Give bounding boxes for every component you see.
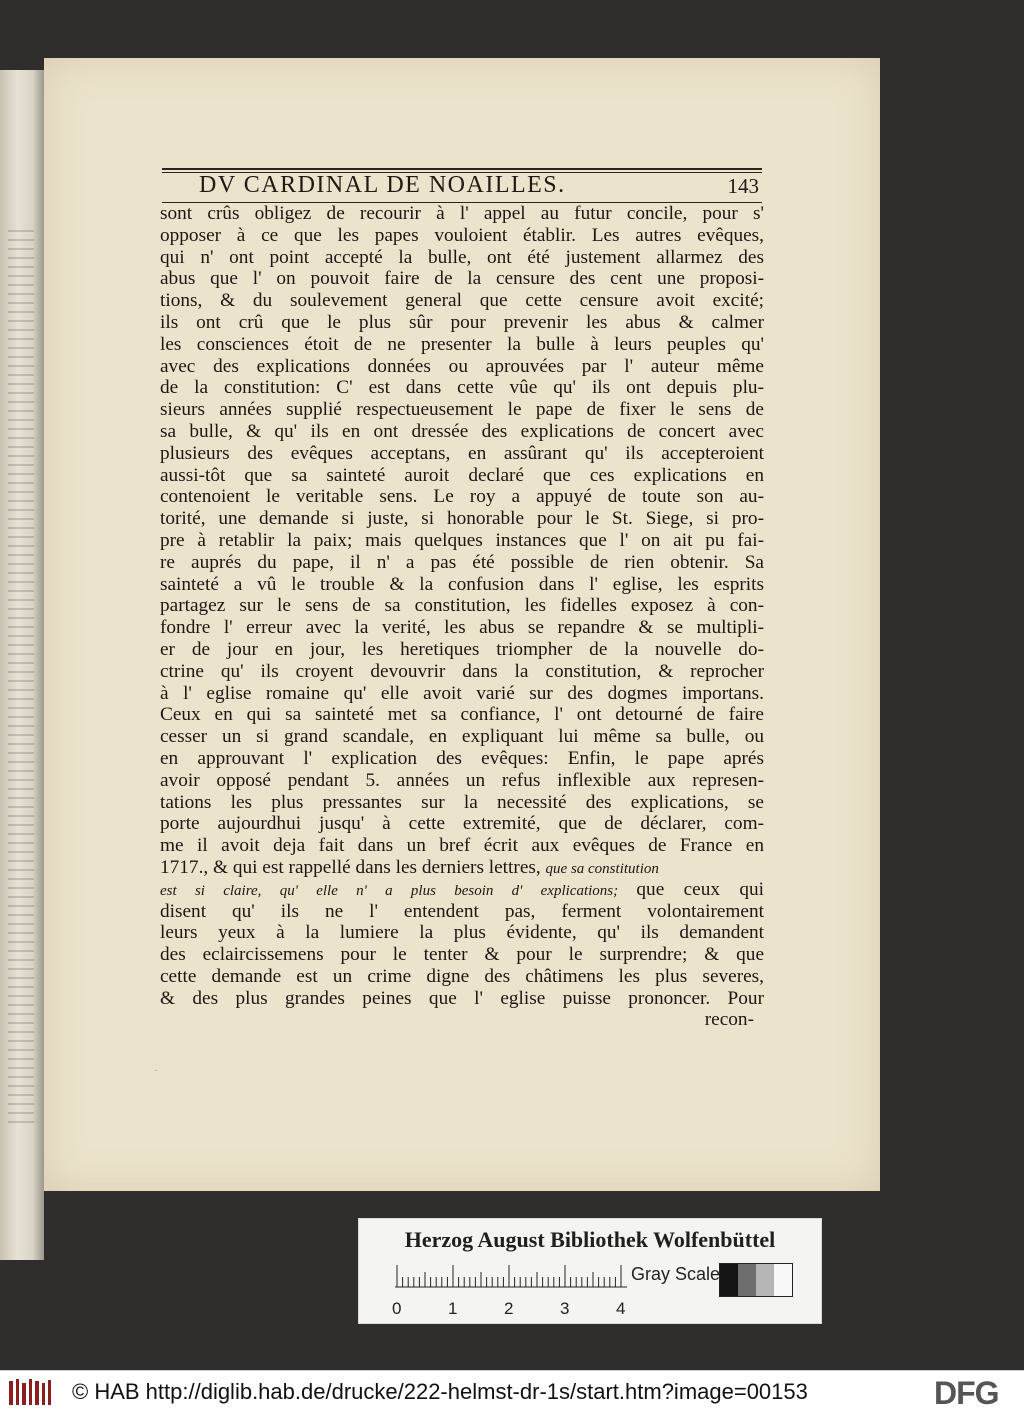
text-line: de la constitution: C' est dans cette vûe qu' ils ont depuis plu- [160, 377, 764, 399]
faint-signature-mark: · [154, 1065, 158, 1077]
text-line: porte aujourdhui jusqu' à cette extremité, que de déclarer, com- [160, 813, 764, 835]
text-line: opposer à ce que les papes vouloient établir. Les autres evêques, [160, 224, 764, 246]
text-line: sont crûs obligez de recourir à l' appel au futur concile, pour s' [160, 203, 764, 224]
text-line: à l' eglise romaine qu' elle avoit varié sur des dogmes importans. [160, 682, 764, 704]
text-line: cesser un si grand scandale, en expliquant lui même sa bulle, ou [160, 726, 764, 748]
text-line: en approuvant l' explication des evêques: Enfin, le pape aprés [160, 747, 764, 769]
gray-scale-label: Gray Scale [631, 1264, 721, 1284]
ruler-number: 4 [616, 1299, 626, 1318]
text-line: torité, une demande si juste, si honorable pour le St. Siege, si pro- [160, 508, 764, 530]
body-text [160, 203, 764, 1031]
text-line: contenoient le veritable sens. Le roy a appuyé de toute son au- [160, 486, 764, 508]
gray-scale-swatches [719, 1263, 793, 1297]
text-line [160, 857, 764, 879]
header-rule-top [162, 168, 762, 170]
ruler-number: 3 [560, 1299, 570, 1318]
text-line: sieurs années supplié respectueusement le pape de fixer le sens de [160, 399, 764, 421]
text-line: tations les plus pressantes sur la necessité des explications, se [160, 791, 764, 813]
text-line: leurs yeux à la lumiere la plus évidente, qu' ils demandent [160, 922, 764, 944]
ruler-scale [395, 1263, 627, 1297]
text-line: cette demande est un crime digne des châtimens les plus severes, [160, 965, 764, 987]
text-line: plusieurs des evêques acceptans, en assûrant qu' ils accepteroient [160, 442, 764, 464]
text-line: partagez sur le sens de sa constitution, les fidelles exposez à con- [160, 595, 764, 617]
book-page [44, 58, 880, 1191]
italic-quote: que sa constitution [545, 860, 659, 877]
gray-swatch [756, 1264, 774, 1296]
text-line: abus que l' on pouvoit faire de la censure des cent une proposi- [160, 268, 764, 290]
running-head-title: DV CARDINAL DE NOAILLES. [199, 172, 566, 198]
ruler-numbers [389, 1299, 639, 1321]
gray-swatch [738, 1264, 756, 1296]
text-line: er de jour en jour, les heretiques triompher de la nouvelle do- [160, 638, 764, 660]
text-line: tions, & du soulevement general que cette censure avoit excité; [160, 290, 764, 312]
text-line: pre à retablir la paix; mais quelques instances que l' on ait pu fai- [160, 529, 764, 551]
ruler-number: 0 [392, 1299, 402, 1318]
ruler-number: 2 [504, 1299, 514, 1318]
text-line: qui n' ont point accepté la bulle, ont été justement allarmez des [160, 246, 764, 268]
text-line: ctrine qu' ils croyent devouvrir dans la constitution, & reprocher [160, 660, 764, 682]
text-line: fondre l' erreur avec la verité, les abus se repandre & se multipli- [160, 617, 764, 639]
library-color-card [358, 1218, 822, 1324]
page-number: 143 [727, 174, 759, 198]
ruler-number: 1 [448, 1299, 458, 1318]
text-line: ils ont crû que le plus sûr pour prevenir les abus & calmer [160, 311, 764, 333]
catchword: recon- [704, 1009, 754, 1031]
text-line: me il avoit deja fait dans un bref écrit aux evêques de France en [160, 835, 764, 857]
text-segment: que ceux qui [636, 878, 764, 900]
text-line: sa bulle, & qu' ils en ont dressée des explications de concert avec [160, 420, 764, 442]
previous-page-text-strip [8, 230, 34, 1130]
text-line [160, 879, 764, 901]
text-line: disent qu' ils ne l' entendent pas, ferment volontairement [160, 900, 764, 922]
gray-swatch [720, 1264, 738, 1296]
text-segment: 1717., & qui est rappellé dans les derniers lettres, [160, 856, 546, 878]
hab-logo-icon [8, 1377, 52, 1407]
library-name: Herzog August Bibliothek Wolfenbüttel [404, 1227, 776, 1252]
text-line: & des plus grandes peines que l' eglise puisse prononcer. Pour [160, 987, 764, 1009]
text-line: re auprés du pape, il n' a pas été possible de rien obtenir. Sa [160, 551, 764, 573]
italic-quote: est si claire, qu' elle n' a plus besoin d' explications; [160, 882, 637, 899]
footer-bar [0, 1370, 1024, 1413]
copyright-url[interactable]: © HAB http://diglib.hab.de/drucke/222-helmst-dr-1s/start.htm?image=00153 [72, 1379, 808, 1404]
text-line: des eclaircissemens pour le tenter & pour le surprendre; & que [160, 944, 764, 966]
previous-page-edge [0, 70, 44, 1260]
text-line: avec des explications données ou aprouvées par l' auteur même [160, 355, 764, 377]
text-line: sainteté a vû le trouble & la confusion dans l' eglise, les esprits [160, 573, 764, 595]
text-line: aussi-tôt que sa sainteté auroit declaré que ces explications en [160, 464, 764, 486]
text-line: Ceux en qui sa sainteté met sa confiance, l' ont detourné de faire [160, 704, 764, 726]
text-line: les consciences étoit de ne presenter la bulle à leurs peuples qu' [160, 333, 764, 355]
dfg-logo: DFG [934, 1375, 999, 1411]
gray-swatch [774, 1264, 792, 1296]
text-line: avoir opposé pendant 5. années un refus inflexible aux represen- [160, 769, 764, 791]
